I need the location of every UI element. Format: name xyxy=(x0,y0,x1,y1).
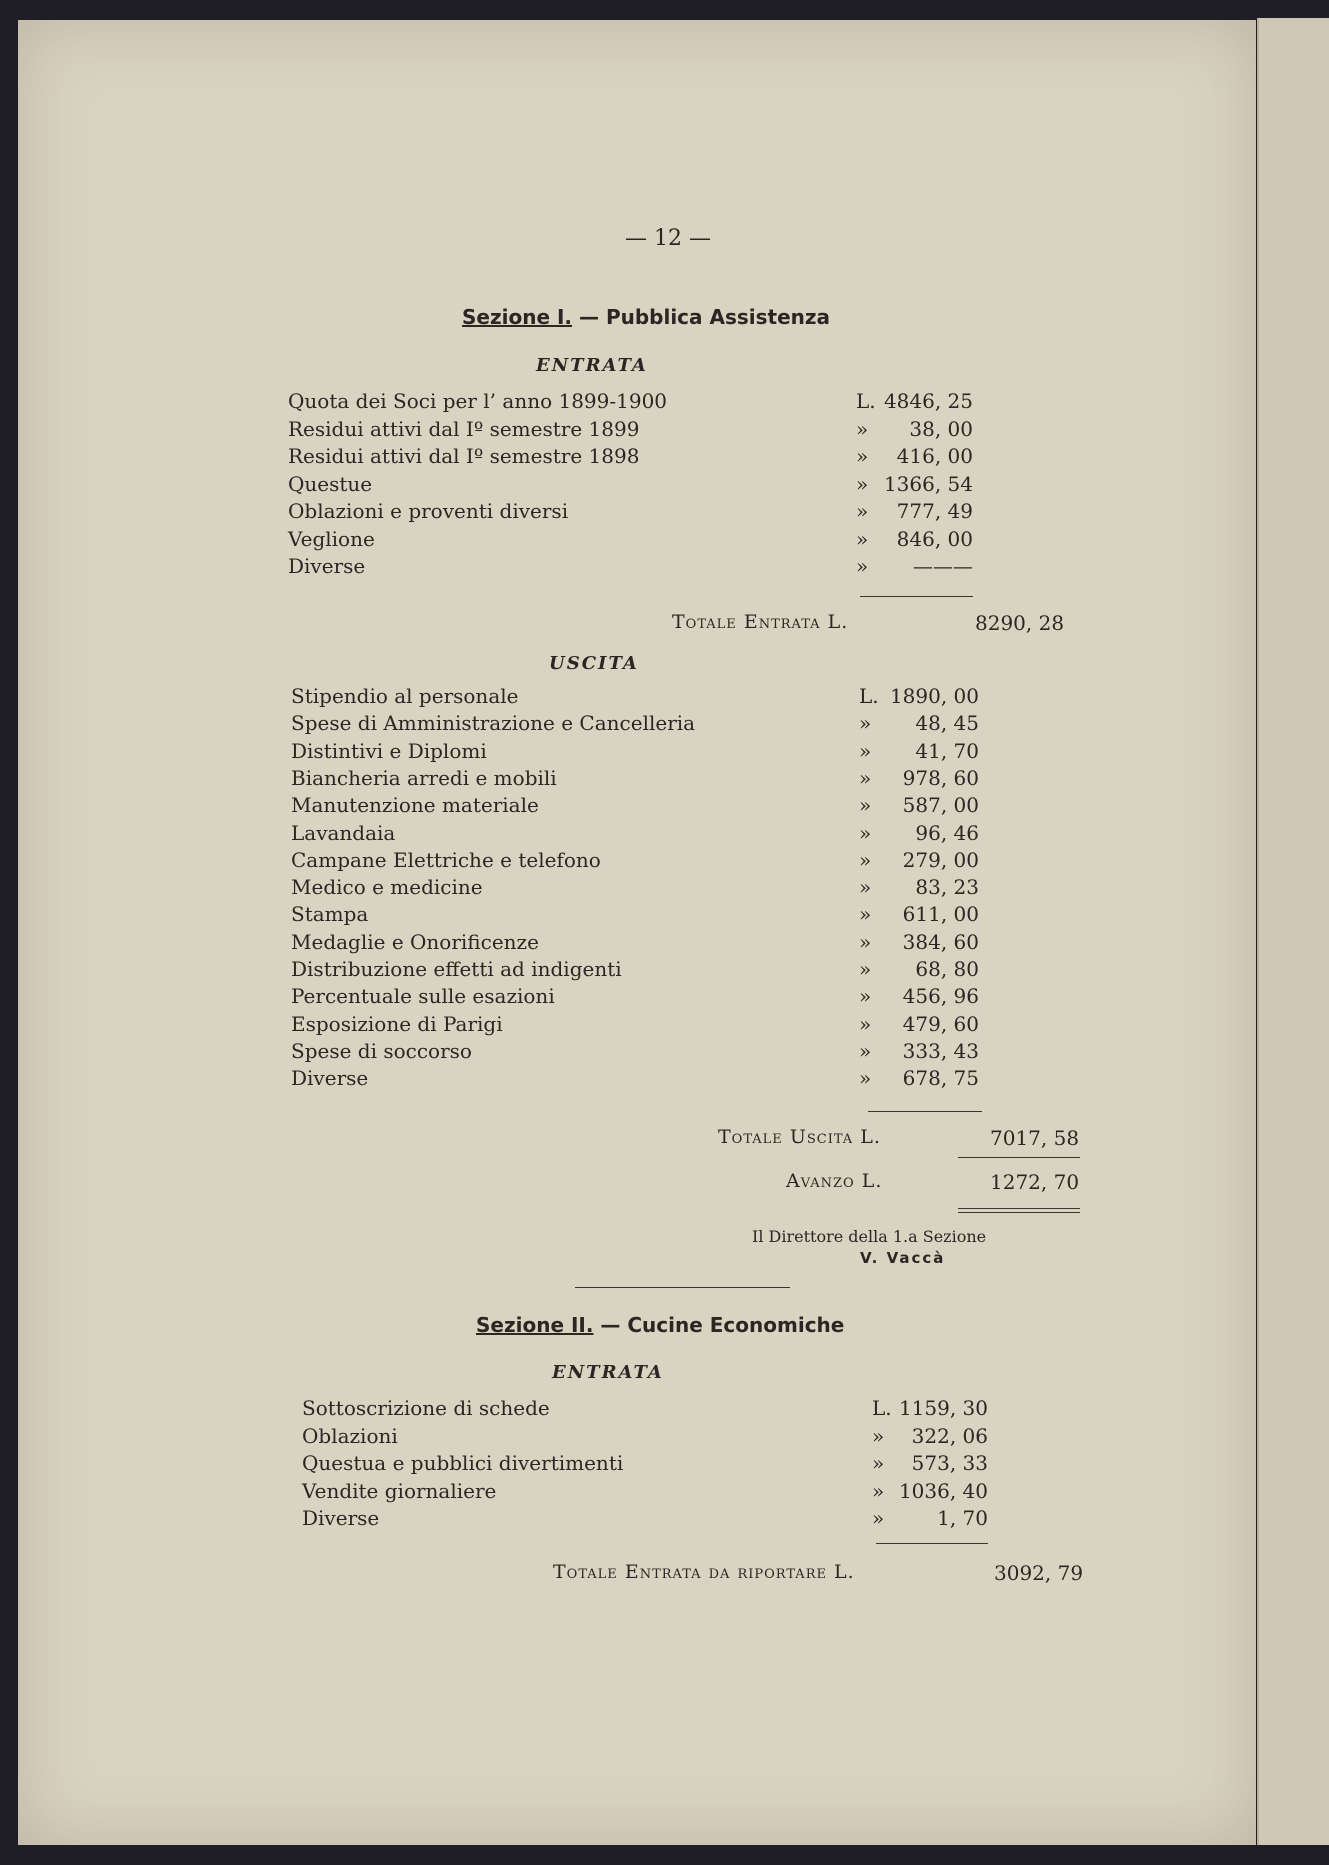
section-2-totale-label: Totale Entrata da riportare L. xyxy=(553,1561,855,1583)
ledger-row xyxy=(291,738,979,764)
section-2-title-prefix: Sezione II. xyxy=(476,1313,594,1337)
ledger-row xyxy=(288,416,973,442)
ledger-row xyxy=(291,792,979,818)
ledger-row-currency: » xyxy=(859,793,872,818)
totale-uscita-label: Totale Uscita L. xyxy=(718,1126,881,1148)
section-2-sum-rule xyxy=(876,1543,988,1544)
ledger-row-label: Questua e pubblici divertimenti xyxy=(302,1451,624,1475)
ledger-row-label: Oblazioni xyxy=(302,1423,398,1448)
totale-entrata-value: 8290, 28 xyxy=(975,611,1065,635)
ledger-row-currency: » xyxy=(859,847,872,872)
ledger-row-currency: » xyxy=(872,1423,885,1448)
ledger-row-amount: 279, 00 xyxy=(902,847,979,872)
section-1-uscita-heading: USCITA xyxy=(549,653,639,674)
ledger-row-label: Residui attivi dal Iº semestre 1898 xyxy=(288,444,640,468)
ledger-row xyxy=(291,820,979,846)
ledger-row-amount: 846, 00 xyxy=(896,526,973,551)
ledger-row-label: Stipendio al personale xyxy=(291,684,519,708)
ledger-row-label: Vendite giornaliere xyxy=(302,1478,497,1503)
ledger-row-amount: 587, 00 xyxy=(902,793,979,818)
ledger-row xyxy=(291,874,979,900)
ledger-row xyxy=(291,901,979,927)
section-2-title-suffix: — Cucine Economiche xyxy=(593,1313,845,1337)
ledger-row-label: Diverse xyxy=(291,1066,369,1091)
ledger-row-currency: » xyxy=(856,416,869,441)
signature-name: V. Vaccà xyxy=(860,1249,946,1267)
ledger-row xyxy=(291,956,979,982)
ledger-row xyxy=(291,1065,979,1091)
ledger-row xyxy=(288,443,973,469)
section-1-entrata-heading: ENTRATA xyxy=(536,355,648,376)
ledger-row-currency: » xyxy=(859,929,872,954)
entrata-sum-rule xyxy=(860,596,973,597)
ledger-row-label: Distintivi e Diplomi xyxy=(291,738,487,763)
ledger-row-currency: » xyxy=(859,902,872,927)
ledger-row-amount: 1366, 54 xyxy=(883,471,973,496)
ledger-row-label: Medico e medicine xyxy=(291,875,483,900)
ledger-row-amount: 573, 33 xyxy=(911,1451,988,1475)
totale-uscita-value: 7017, 58 xyxy=(990,1126,1080,1150)
ledger-row-currency: » xyxy=(859,984,872,1009)
section-divider xyxy=(575,1287,790,1288)
ledger-row xyxy=(288,388,973,414)
ledger-row-currency: » xyxy=(859,820,872,845)
section-1-title-suffix: — Pubblica Assistenza xyxy=(572,305,831,329)
ledger-row-currency: » xyxy=(856,471,869,496)
section-2-totale-value: 3092, 79 xyxy=(994,1561,1084,1585)
uscita-sum-rule xyxy=(868,1111,982,1112)
ledger-row-amount: 83, 23 xyxy=(915,875,979,900)
ledger-row-amount: 611, 00 xyxy=(902,902,979,927)
ledger-row xyxy=(288,471,973,497)
ledger-row-label: Distribuzione effetti ad indigenti xyxy=(291,957,622,981)
ledger-row-amount: 1159, 30 xyxy=(898,1396,988,1420)
ledger-row-amount: 1036, 40 xyxy=(898,1478,988,1503)
ledger-row-label: Spese di soccorso xyxy=(291,1038,472,1063)
ledger-row-amount: 978, 60 xyxy=(902,765,979,790)
ledger-row-currency: » xyxy=(859,957,872,981)
ledger-row-currency: » xyxy=(859,711,872,736)
avanzo-rule xyxy=(958,1157,1080,1158)
page-number: — 12 — xyxy=(625,226,711,251)
totale-entrata-label: Totale Entrata L. xyxy=(672,611,849,633)
ledger-row-currency: » xyxy=(859,738,872,763)
ledger-row xyxy=(291,765,979,791)
ledger-row-label: Medaglie e Onorificenze xyxy=(291,929,539,954)
ledger-row xyxy=(302,1395,988,1421)
avanzo-value: 1272, 70 xyxy=(990,1170,1080,1194)
ledger-row-label: Veglione xyxy=(288,526,375,551)
ledger-row xyxy=(302,1505,988,1531)
section-1-title xyxy=(462,305,830,329)
ledger-row xyxy=(291,1038,979,1064)
ledger-row-amount: 333, 43 xyxy=(902,1038,979,1063)
ledger-row-label: Campane Elettriche e telefono xyxy=(291,847,601,872)
ledger-row-label: Residui attivi dal Iº semestre 1899 xyxy=(288,416,640,441)
avanzo-double-rule-2 xyxy=(958,1212,1080,1213)
ledger-row-label: Oblazioni e proventi diversi xyxy=(288,499,569,523)
ledger-row-label: Stampa xyxy=(291,902,369,927)
ledger-row xyxy=(302,1423,988,1449)
ledger-row-amount: 384, 60 xyxy=(902,929,979,954)
section-1-title-prefix: Sezione I. xyxy=(462,305,573,329)
ledger-row-currency: » xyxy=(859,875,872,900)
ledger-row-currency: » xyxy=(872,1478,885,1503)
ledger-row xyxy=(291,683,979,709)
ledger-row-amount: 1890, 00 xyxy=(889,684,979,708)
ledger-row xyxy=(288,526,973,552)
ledger-row-currency: L. xyxy=(859,684,879,708)
ledger-row-currency: L. xyxy=(856,389,876,413)
ledger-row-label: Questue xyxy=(288,471,373,496)
ledger-row-currency: L. xyxy=(872,1396,892,1420)
ledger-row-currency: » xyxy=(859,1038,872,1063)
ledger-row-amount: 322, 06 xyxy=(911,1423,988,1448)
ledger-row xyxy=(302,1450,988,1476)
ledger-row-amount: 4846, 25 xyxy=(883,389,973,413)
ledger-row-amount: 416, 00 xyxy=(896,444,973,468)
ledger-row-amount: 96, 46 xyxy=(915,820,979,845)
ledger-row-amount: 777, 49 xyxy=(896,499,973,523)
ledger-row-currency: » xyxy=(859,1011,872,1036)
ledger-row-currency: » xyxy=(856,526,869,551)
ledger-row-currency: » xyxy=(856,554,869,578)
ledger-row-label: Quota dei Soci per l’ anno 1899-1900 xyxy=(288,389,668,413)
section-2-title xyxy=(476,1313,844,1337)
ledger-row-label: Diverse xyxy=(288,554,366,578)
avanzo-label: Avanzo L. xyxy=(786,1170,883,1192)
ledger-row-label: Sottoscrizione di schede xyxy=(302,1396,550,1420)
ledger-row-label: Manutenzione materiale xyxy=(291,793,539,818)
ledger-row-currency: » xyxy=(856,499,869,523)
ledger-row xyxy=(291,983,979,1009)
ledger-row-currency: » xyxy=(856,444,869,468)
ledger-row xyxy=(302,1478,988,1504)
ledger-row-currency: » xyxy=(872,1451,885,1475)
ledger-row-amount: 38, 00 xyxy=(909,416,973,441)
ledger-row-amount: 456, 96 xyxy=(902,984,979,1009)
section-2-entrata-heading: ENTRATA xyxy=(552,1362,664,1383)
ledger-row-label: Diverse xyxy=(302,1506,380,1530)
ledger-row-label: Esposizione di Parigi xyxy=(291,1011,503,1036)
ledger-row-amount: 1, 70 xyxy=(937,1506,988,1530)
ledger-row-currency: » xyxy=(872,1506,885,1530)
ledger-row xyxy=(288,553,973,579)
ledger-row-amount: 678, 75 xyxy=(902,1066,979,1091)
ledger-row xyxy=(291,710,979,736)
ledger-row-currency: » xyxy=(859,765,872,790)
ledger-row xyxy=(288,498,973,524)
ledger-row xyxy=(291,1011,979,1037)
ledger-row-currency: » xyxy=(859,1066,872,1091)
ledger-row xyxy=(291,847,979,873)
ledger-row-amount: 41, 70 xyxy=(915,738,979,763)
ledger-row xyxy=(291,929,979,955)
ledger-row-label: Biancheria arredi e mobili xyxy=(291,765,557,790)
next-page-edge xyxy=(1257,18,1329,1845)
ledger-row-label: Spese di Amministrazione e Cancelleria xyxy=(291,711,696,736)
ledger-row-amount: ——— xyxy=(913,554,973,578)
ledger-row-amount: 48, 45 xyxy=(915,711,979,736)
signature-role: Il Direttore della 1.a Sezione xyxy=(752,1227,987,1246)
ledger-row-amount: 68, 80 xyxy=(915,957,979,981)
ledger-row-label: Lavandaia xyxy=(291,820,396,845)
ledger-row-label: Percentuale sulle esazioni xyxy=(291,984,555,1009)
avanzo-double-rule-1 xyxy=(958,1208,1080,1209)
ledger-row-amount: 479, 60 xyxy=(902,1011,979,1036)
